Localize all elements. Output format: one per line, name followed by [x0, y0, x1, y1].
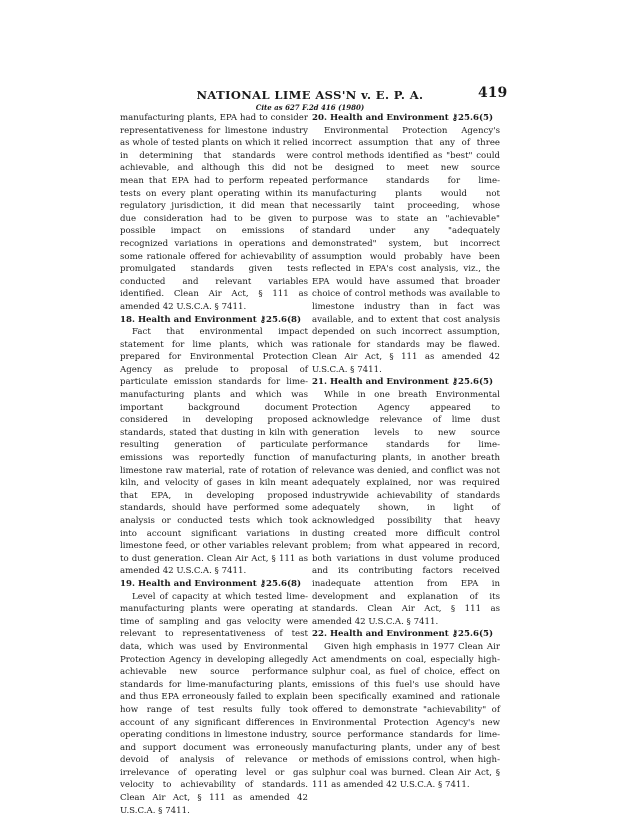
- headnote-18-heading: 18. Health and Environment ⚷25.6(8): [120, 314, 302, 325]
- left-column: [120, 112, 308, 817]
- headnote-21-heading: 21. Health and Environment ⚷25.6(5): [312, 377, 494, 388]
- headnote-22-text: Given high emphasis in 1977 Clean Air Act amendments on coal, especially high-sulphur coal, as fuel of choice, effect on emissions of this fuel's use should have been specifically examined and rationale offered to demonstrate "achievability" of Environmental Protection Agency's new source performance standards for lime-manufacturing plants, under any of best methods of emissions control, when high-sulphur coal was burned. Clean Air Act, § 111 as amended 42 U.S.C.A. § 7411.: [312, 641, 500, 791]
- headnote-20-text: Environmental Protection Agency's incorrect assumption that any of three control methods identified as "best" could be designed to meet new source performance standards for lime-manufacturing plants would not necessarily taint proceeding, whose purpose was to state an "achievable" standard under any "adequately demonstrated" system, but incorrect assumption would probably have been reflected in EPA's cost analysis, viz., the EPA would have assumed that broader choice of control methods was available to limestone industry than in fact was available, and to extent that cost analysis depended on such incorrect assumption, rationale for standards may be flawed. Clean Air Act, § 111 as amended 42 U.S.C.A. § 7411.: [312, 125, 500, 375]
- right-column: [312, 112, 500, 792]
- headnote-17-continuation: manufacturing plants, EPA had to consider representativeness for limestone industry as whole of tested plants on which it relied in determining that standards were achievable, and although this did not mean that EPA had to perform repeated tests on every plant operating within its regulatory jurisdiction, it did mean that due consideration had to be given to possible impact on emissions of recognized variations in operations and some rationale offered for achievability of promulgated standards given tests conducted and relevant variables identified. Clean Air Act, § 111 as amended 42 U.S.C.A. § 7411.: [120, 113, 308, 312]
- headnote-22-heading: 22. Health and Environment ⚷25.6(5): [312, 629, 494, 640]
- headnote-21-text: While in one breath Environmental Protection Agency appeared to acknowledge relevance of lime dust generation levels to new source performance standards for lime-manufacturing plants, in another breath relevance was denied, and conflict was not adequately explained, nor was required industrywide achievability of standards adequately shown, in light of acknowledged possibility that heavy dusting created more difficult control problem; from what appeared in record, both variations in dust volume produced and its contributing factors received inadequate attention from EPA in development and explanation of its standards. Clean Air Act, § 111 as amended 42 U.S.C.A. § 7411.: [312, 390, 500, 627]
- headnote-19-heading: 19. Health and Environment ⚷25.6(8): [120, 578, 302, 589]
- headnote-20-heading: 20. Health and Environment ⚷25.6(5): [312, 113, 494, 123]
- page-number: 419: [478, 85, 508, 101]
- headnote-18-text: Fact that environmental impact statement for lime plants, which was prepared for Environmental Protection Agency as prelude to proposal of particulate emission standards for lime-manufacturing plants and which was important background document considered in developing proposed standards, stated that dusting in kiln with resulting generation of particulate emissions was reportedly function of limestone raw material, rate of rotation of kiln, and velocity of gases in kiln meant that EPA, in developing proposed standards, should have performed some analysis or conducted tests which took into account significant variations in limestone feed, or other variables relevant to dust generation. Clean Air Act, § 111 as amended 42 U.S.C.A. § 7411.: [120, 327, 308, 577]
- citation-line: Cite as 627 F.2d 416 (1980): [255, 103, 365, 112]
- headnote-19-text: Level of capacity at which tested lime-manufacturing plants were operating at time of sampling and gas velocity were relevant to representativeness of test data, which was used by Environmental Protection Agency in developing allegedly achievable new source performance standards for lime-manufacturing plants, and thus EPA erroneously failed to explain how range of test results fully took account of any significant differences in operating conditions in limestone industry, and support document was erroneously devoid of analysis of relevance or irrelevance of operating level or gas velocity to achievability of standards. Clean Air Act, § 111 as amended 42 U.S.C.A. § 7411.: [120, 591, 308, 816]
- running-head: NATIONAL LIME ASS'N v. E. P. A.: [196, 88, 424, 102]
